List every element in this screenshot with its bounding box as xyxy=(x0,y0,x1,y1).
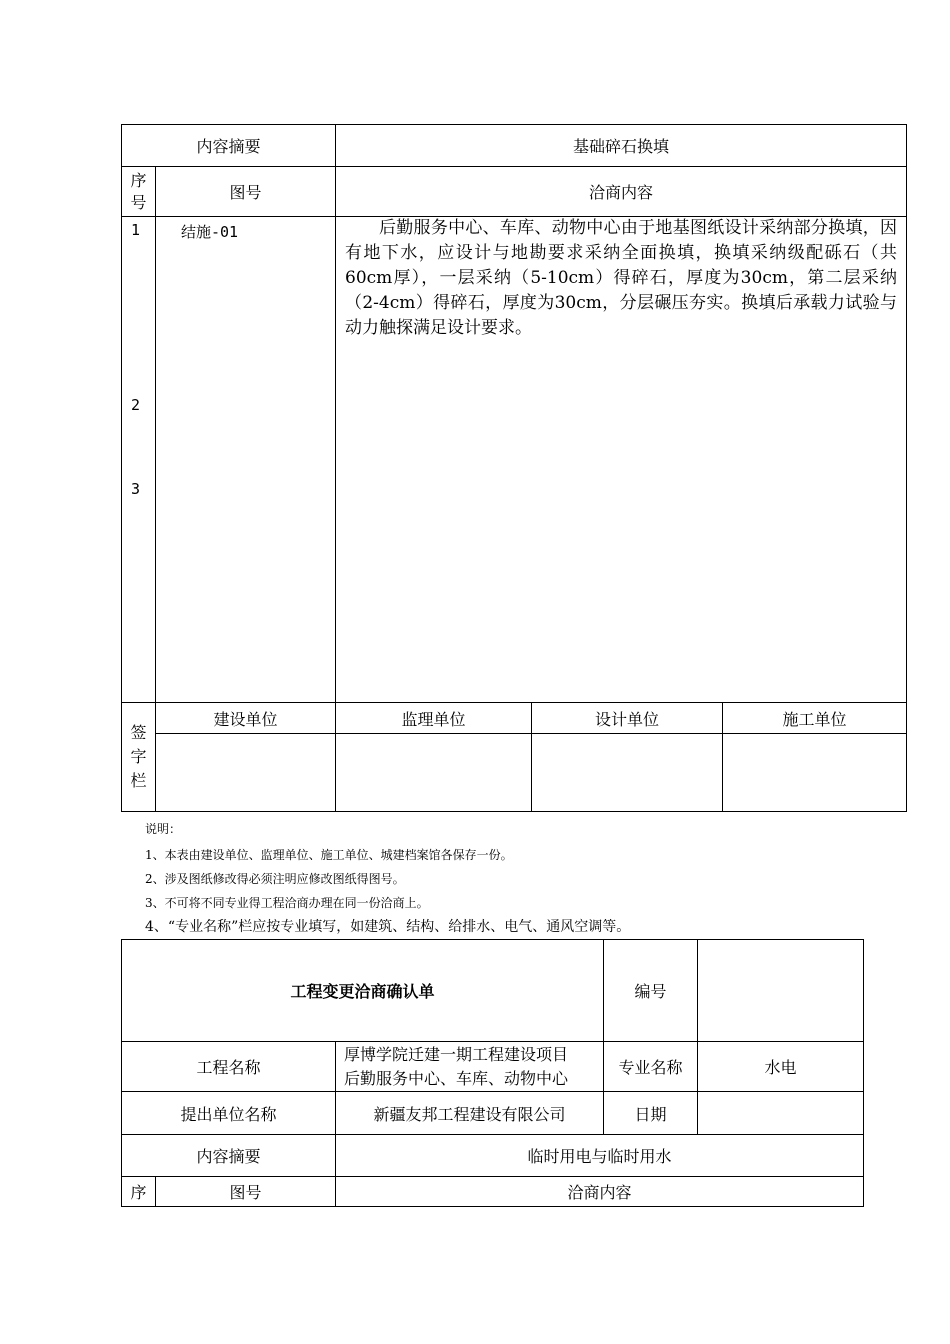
drawing-number-header: 图号 xyxy=(156,167,336,217)
summary-value: 临时用电与临时用水 xyxy=(336,1135,864,1177)
change-negotiation-table-2 xyxy=(121,939,864,1207)
row-number: 1 xyxy=(131,221,141,239)
signature-box-construction[interactable] xyxy=(156,734,336,812)
sign-unit-contractor: 施工单位 xyxy=(723,703,907,734)
note-item: 4、“专业名称”栏应按专业填写，如建筑、结构、给排水、电气、通风空调等。 xyxy=(145,919,631,935)
row-number: 3 xyxy=(131,480,141,498)
number-label: 编号 xyxy=(604,940,698,1042)
drawing-number-cell xyxy=(156,217,336,703)
project-name-line: 后勤服务中心、车库、动物中心 xyxy=(344,1068,569,1088)
signature-label-char: 签 xyxy=(130,723,147,742)
seq-header-char: 序 xyxy=(130,170,147,190)
form-title: 工程变更洽商确认单 xyxy=(122,940,604,1042)
submitter-label: 提出单位名称 xyxy=(122,1092,336,1135)
content-header: 洽商内容 xyxy=(336,1177,864,1207)
negotiation-content-text: 后勤服务中心、车库、动物中心由于地基图纸设计采纳部分换填，因有地下水，应设计与地勘要求采纳全面换填，换填采纳级配砾石（共60cm厚），一层采纳（5-10cm）得碎石，厚度为30cm，第二层采纳（2-4cm）得碎石，厚度为30cm，分层碾压夯实。换填后承载力试验与动力触探满足设计要求。 xyxy=(345,218,897,338)
sign-unit-construction: 建设单位 xyxy=(156,703,336,734)
signature-label-char: 栏 xyxy=(130,771,147,790)
sign-unit-supervision: 监理单位 xyxy=(336,703,532,734)
sign-unit-design: 设计单位 xyxy=(532,703,723,734)
signature-box-design[interactable] xyxy=(532,734,723,812)
summary-label: 内容摘要 xyxy=(122,125,336,167)
date-label: 日期 xyxy=(604,1092,698,1135)
signature-label-cell xyxy=(122,703,156,812)
project-name-line: 厚博学院迁建一期工程建设项目 xyxy=(344,1044,569,1064)
seq-cell xyxy=(122,217,156,703)
drawing-number: 结施-01 xyxy=(181,223,239,241)
row-number: 2 xyxy=(131,396,141,414)
signature-label-char: 字 xyxy=(130,747,147,766)
number-value[interactable] xyxy=(698,940,864,1042)
project-name-label: 工程名称 xyxy=(122,1042,336,1092)
note-item: 3、不可将不同专业得工程洽商办理在同一份洽商上。 xyxy=(145,896,429,910)
date-value[interactable] xyxy=(698,1092,864,1135)
signature-box-contractor[interactable] xyxy=(723,734,907,812)
drawing-number-header: 图号 xyxy=(156,1177,336,1207)
seq-header: 序 xyxy=(122,1177,156,1207)
seq-header xyxy=(122,167,156,217)
submitter-value: 新疆友邦工程建设有限公司 xyxy=(336,1092,604,1135)
seq-header-char: 号 xyxy=(130,192,147,212)
project-name-value xyxy=(336,1042,604,1092)
note-item: 1、本表由建设单位、监理单位、施工单位、城建档案馆各保存一份。 xyxy=(145,848,513,862)
notes-heading: 说明： xyxy=(145,822,182,836)
signature-box-supervision[interactable] xyxy=(336,734,532,812)
specialty-label: 专业名称 xyxy=(604,1042,698,1092)
content-header: 洽商内容 xyxy=(336,167,907,217)
note-item: 2、涉及图纸修改得必须注明应修改图纸得图号。 xyxy=(145,872,405,886)
summary-label: 内容摘要 xyxy=(122,1135,336,1177)
summary-value: 基础碎石换填 xyxy=(336,125,907,167)
specialty-value: 水电 xyxy=(698,1042,864,1092)
